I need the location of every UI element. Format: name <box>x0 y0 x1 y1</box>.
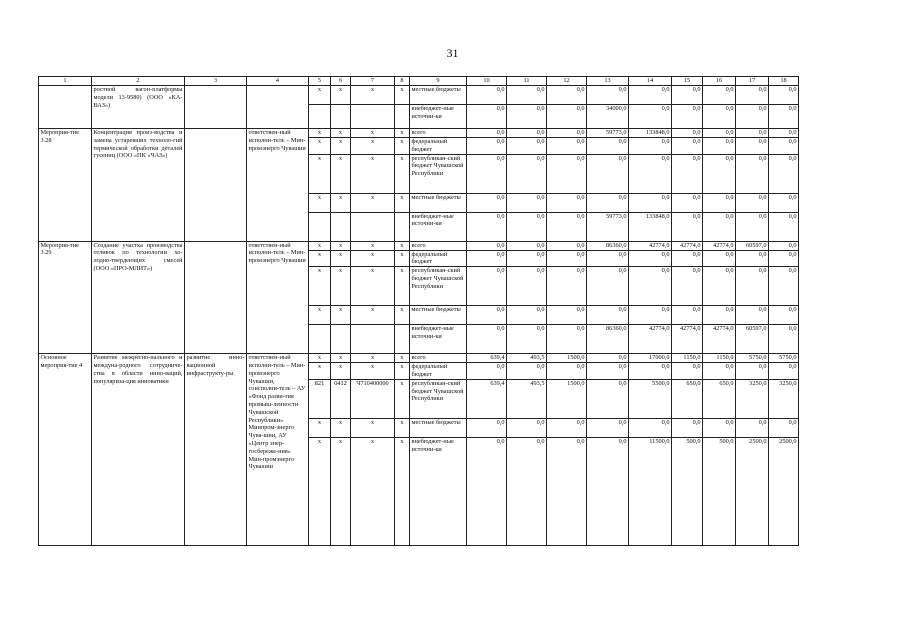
amount-cell: 0,0 <box>736 154 769 193</box>
header-cell: 15 <box>672 77 703 86</box>
amount-cell: 0,0 <box>736 363 769 380</box>
amount-cell: 0,0 <box>507 437 547 545</box>
amount-cell: 3250,0 <box>736 379 769 418</box>
amount-cell: 5500,0 <box>629 379 672 418</box>
executor-cell: ответствен-ный исполни-тель – Мин-промэнерго Чувашии <box>247 241 309 354</box>
amount-cell: 0,0 <box>672 418 703 437</box>
amount-cell: 0,0 <box>467 129 507 138</box>
amount-cell: 0,0 <box>507 363 547 380</box>
funding-source: внебюджет-ные источни-ки <box>410 105 467 129</box>
amount-cell: 59773,0 <box>587 212 629 241</box>
amount-cell: 0,0 <box>769 418 799 437</box>
amount-cell: 0,0 <box>703 154 736 193</box>
table-row <box>39 86 799 105</box>
amount-cell: 0,0 <box>629 363 672 380</box>
amount-cell: 0,0 <box>467 154 507 193</box>
grbs-code: x <box>309 354 331 363</box>
amount-cell: 133848,0 <box>629 212 672 241</box>
header-cell: 8 <box>395 77 410 86</box>
funding-source: местные бюджеты <box>410 418 467 437</box>
amount-cell: 0,0 <box>736 138 769 155</box>
amount-cell: 0,0 <box>736 267 769 306</box>
amount-cell: 0,0 <box>736 306 769 325</box>
amount-cell: 42774,0 <box>703 241 736 250</box>
funding-source: местные бюджеты <box>410 193 467 212</box>
amount-cell: 0,0 <box>467 193 507 212</box>
section-code: x <box>331 306 351 325</box>
grbs-code: x <box>309 250 331 267</box>
amount-cell: 0,0 <box>467 105 507 129</box>
amount-cell: 0,0 <box>769 306 799 325</box>
amount-cell: 0,0 <box>587 138 629 155</box>
amount-cell: 0,0 <box>547 250 587 267</box>
amount-cell: 0,0 <box>672 250 703 267</box>
amount-cell: 0,0 <box>507 138 547 155</box>
amount-cell: 0,0 <box>587 193 629 212</box>
header-cell: 17 <box>736 77 769 86</box>
expense-type-code <box>395 325 410 354</box>
amount-cell: 0,0 <box>736 193 769 212</box>
amount-cell: 493,5 <box>507 379 547 418</box>
funding-source: внебюджет-ные источни-ки <box>410 437 467 545</box>
target-article-code: x <box>351 418 395 437</box>
amount-cell: 0,0 <box>467 363 507 380</box>
header-cell: 14 <box>629 77 672 86</box>
amount-cell: 0,0 <box>507 267 547 306</box>
expense-type-code: x <box>395 306 410 325</box>
grbs-code: x <box>309 267 331 306</box>
amount-cell: 1150,0 <box>703 354 736 363</box>
amount-cell: 60597,0 <box>736 325 769 354</box>
amount-cell: 0,0 <box>547 154 587 193</box>
header-cell: 5 <box>309 77 331 86</box>
amount-cell: 0,0 <box>507 212 547 241</box>
section-code: x <box>331 250 351 267</box>
amount-cell: 0,0 <box>703 86 736 105</box>
target-article-code: x <box>351 306 395 325</box>
amount-cell: 0,0 <box>507 325 547 354</box>
target-article-code: Ч710400000 <box>351 379 395 418</box>
amount-cell: 493,5 <box>507 354 547 363</box>
amount-cell: 0,0 <box>507 418 547 437</box>
amount-cell: 0,0 <box>547 306 587 325</box>
expense-type-code <box>395 212 410 241</box>
amount-cell: 0,0 <box>672 306 703 325</box>
amount-cell: 2500,0 <box>736 437 769 545</box>
grbs-code: x <box>309 418 331 437</box>
target-article-code: x <box>351 354 395 363</box>
amount-cell: 0,0 <box>629 306 672 325</box>
section-code: x <box>331 138 351 155</box>
amount-cell: 0,0 <box>507 250 547 267</box>
expense-type-code: x <box>395 86 410 105</box>
amount-cell: 60597,0 <box>736 241 769 250</box>
target-article-code: x <box>351 138 395 155</box>
amount-cell: 0,0 <box>629 105 672 129</box>
amount-cell: 0,0 <box>769 86 799 105</box>
amount-cell: 5750,0 <box>736 354 769 363</box>
amount-cell: 0,0 <box>703 212 736 241</box>
target-cell: развитие инно-вационной инфраструкту-ры <box>185 354 247 546</box>
grbs-code: x <box>309 138 331 155</box>
amount-cell: 0,0 <box>629 138 672 155</box>
amount-cell: 0,0 <box>587 354 629 363</box>
amount-cell: 0,0 <box>769 250 799 267</box>
amount-cell: 0,0 <box>587 437 629 545</box>
amount-cell: 0,0 <box>672 105 703 129</box>
amount-cell: 0,0 <box>587 250 629 267</box>
amount-cell: 11500,0 <box>629 437 672 545</box>
measure-title: ростной вагон-платформы модели 13-9580) (ООО «КА-ВАЗ») <box>92 86 185 129</box>
table-row <box>39 129 799 138</box>
amount-cell: 0,0 <box>467 267 507 306</box>
amount-cell: 0,0 <box>736 86 769 105</box>
header-cell: 11 <box>507 77 547 86</box>
target-article-code: x <box>351 250 395 267</box>
target-cell <box>185 86 247 129</box>
amount-cell: 0,0 <box>547 363 587 380</box>
amount-cell: 0,0 <box>547 437 587 545</box>
target-article-code: x <box>351 363 395 380</box>
measure-title: Концентрация произ-водства и замена устаревших техноло-гий термической обработки деталей гусениц (ООО «ПК «ЧАЗ») <box>92 129 185 242</box>
expense-type-code: x <box>395 250 410 267</box>
funding-source: всего <box>410 129 467 138</box>
amount-cell: 0,0 <box>672 193 703 212</box>
amount-cell: 0,0 <box>672 138 703 155</box>
amount-cell: 0,0 <box>769 193 799 212</box>
amount-cell: 0,0 <box>703 193 736 212</box>
amount-cell: 0,0 <box>507 241 547 250</box>
section-code: x <box>331 154 351 193</box>
funding-source: всего <box>410 354 467 363</box>
header-cell: 1 <box>39 77 92 86</box>
section-code: x <box>331 354 351 363</box>
amount-cell: 0,0 <box>703 138 736 155</box>
amount-cell: 42774,0 <box>629 241 672 250</box>
amount-cell: 0,0 <box>703 306 736 325</box>
header-cell: 9 <box>410 77 467 86</box>
target-article-code: x <box>351 154 395 193</box>
target-article-code: x <box>351 267 395 306</box>
amount-cell: 1500,0 <box>547 379 587 418</box>
amount-cell: 0,0 <box>736 418 769 437</box>
funding-source: внебюджет-ные источни-ки <box>410 212 467 241</box>
executor-cell: ответствен-ный исполни-тель – Мин-промэнерго Чувашии <box>247 129 309 242</box>
amount-cell: 59773,0 <box>587 129 629 138</box>
amount-cell: 0,0 <box>703 250 736 267</box>
funding-source: внебюджет-ные источни-ки <box>410 325 467 354</box>
amount-cell: 0,0 <box>507 129 547 138</box>
amount-cell: 0,0 <box>507 193 547 212</box>
amount-cell: 0,0 <box>703 105 736 129</box>
grbs-code: x <box>309 306 331 325</box>
section-code: x <box>331 193 351 212</box>
target-article-code <box>351 212 395 241</box>
amount-cell: 0,0 <box>672 267 703 306</box>
header-cell: 2 <box>92 77 185 86</box>
amount-cell: 0,0 <box>769 138 799 155</box>
amount-cell: 0,0 <box>547 86 587 105</box>
amount-cell: 0,0 <box>672 363 703 380</box>
amount-cell: 0,0 <box>629 250 672 267</box>
amount-cell: 0,0 <box>672 129 703 138</box>
expense-type-code: x <box>395 354 410 363</box>
funding-source: всего <box>410 241 467 250</box>
header-cell: 4 <box>247 77 309 86</box>
target-article-code <box>351 325 395 354</box>
amount-cell: 42774,0 <box>703 325 736 354</box>
amount-cell: 0,0 <box>547 105 587 129</box>
target-article-code: x <box>351 193 395 212</box>
header-cell: 16 <box>703 77 736 86</box>
amount-cell: 639,4 <box>467 379 507 418</box>
amount-cell: 0,0 <box>467 306 507 325</box>
amount-cell: 0,0 <box>769 363 799 380</box>
amount-cell: 500,0 <box>672 437 703 545</box>
funding-source: республикан-ский бюджет Чувашской Республики <box>410 154 467 193</box>
amount-cell: 0,0 <box>547 212 587 241</box>
amount-cell: 0,0 <box>703 418 736 437</box>
amount-cell: 0,0 <box>467 250 507 267</box>
amount-cell: 0,0 <box>547 267 587 306</box>
amount-cell: 5750,0 <box>769 354 799 363</box>
section-code <box>331 212 351 241</box>
amount-cell: 1500,0 <box>547 354 587 363</box>
amount-cell: 0,0 <box>587 154 629 193</box>
amount-cell: 1150,0 <box>672 354 703 363</box>
section-code: x <box>331 241 351 250</box>
measure-name <box>39 86 92 129</box>
amount-cell: 0,0 <box>629 193 672 212</box>
budget-table <box>38 76 799 546</box>
grbs-code: x <box>309 363 331 380</box>
amount-cell: 2500,0 <box>769 437 799 545</box>
amount-cell: 650,0 <box>672 379 703 418</box>
expense-type-code: x <box>395 379 410 418</box>
target-article-code: x <box>351 437 395 545</box>
expense-type-code: x <box>395 193 410 212</box>
amount-cell: 0,0 <box>769 241 799 250</box>
amount-cell: 0,0 <box>703 267 736 306</box>
amount-cell: 0,0 <box>703 129 736 138</box>
amount-cell: 0,0 <box>547 193 587 212</box>
funding-source: федеральный бюджет <box>410 250 467 267</box>
section-code: x <box>331 86 351 105</box>
amount-cell: 42774,0 <box>672 325 703 354</box>
section-code: x <box>331 267 351 306</box>
expense-type-code: x <box>395 138 410 155</box>
amount-cell: 0,0 <box>467 138 507 155</box>
amount-cell: 0,0 <box>547 129 587 138</box>
amount-cell: 0,0 <box>672 212 703 241</box>
amount-cell: 0,0 <box>769 212 799 241</box>
amount-cell: 0,0 <box>467 418 507 437</box>
target-cell <box>185 129 247 242</box>
amount-cell: 0,0 <box>736 212 769 241</box>
section-code <box>331 325 351 354</box>
amount-cell: 0,0 <box>629 86 672 105</box>
expense-type-code: x <box>395 267 410 306</box>
target-article-code: x <box>351 129 395 138</box>
amount-cell: 0,0 <box>467 325 507 354</box>
header-cell: 10 <box>467 77 507 86</box>
grbs-code: x <box>309 154 331 193</box>
amount-cell: 0,0 <box>507 154 547 193</box>
funding-source: федеральный бюджет <box>410 138 467 155</box>
grbs-code: x <box>309 86 331 105</box>
amount-cell: 42774,0 <box>629 325 672 354</box>
expense-type-code: x <box>395 241 410 250</box>
amount-cell: 500,0 <box>703 437 736 545</box>
amount-cell: 639,4 <box>467 354 507 363</box>
header-row <box>39 77 799 86</box>
grbs-code <box>309 212 331 241</box>
amount-cell: 0,0 <box>467 212 507 241</box>
amount-cell: 17000,0 <box>629 354 672 363</box>
amount-cell: 0,0 <box>587 267 629 306</box>
amount-cell: 0,0 <box>629 267 672 306</box>
amount-cell: 0,0 <box>467 86 507 105</box>
amount-cell: 42774,0 <box>672 241 703 250</box>
measure-title: Развитие межрегио-нального и междуна-родного сотрудниче-ства в области инно-ваций, популяриза-ция инноватики <box>92 354 185 546</box>
expense-type-code: x <box>395 437 410 545</box>
amount-cell: 86360,0 <box>587 241 629 250</box>
amount-cell: 0,0 <box>629 418 672 437</box>
target-article-code <box>351 105 395 129</box>
section-code: x <box>331 437 351 545</box>
amount-cell: 3250,0 <box>769 379 799 418</box>
header-cell: 7 <box>351 77 395 86</box>
executor-cell: ответствен-ный исполни-тель – Мин-промэнерго Чувашии, соисполни-тель – АУ «Фонд разви-тия промыш-ленности Чувашской Республики» Минпром-энерго Чува-шии, АУ «Центр энер-госбереже-ния» Мин-промэнерго Чувашии <box>247 354 309 546</box>
grbs-code: 821 <box>309 379 331 418</box>
amount-cell: 650,0 <box>703 379 736 418</box>
amount-cell: 0,0 <box>769 129 799 138</box>
measure-name: Основное мероприя-тие 4 <box>39 354 92 546</box>
table-row <box>39 354 799 363</box>
amount-cell: 0,0 <box>507 306 547 325</box>
table-row <box>39 241 799 250</box>
header-cell: 18 <box>769 77 799 86</box>
section-code: 0412 <box>331 379 351 418</box>
target-article-code: x <box>351 86 395 105</box>
grbs-code: x <box>309 241 331 250</box>
amount-cell: 0,0 <box>769 154 799 193</box>
expense-type-code: x <box>395 418 410 437</box>
grbs-code: x <box>309 129 331 138</box>
measure-title: Создание участка производства отливок по технологии хо-лодно-твердеющих смесей (ООО «ПРО-МЛИТ») <box>92 241 185 354</box>
amount-cell: 0,0 <box>703 363 736 380</box>
amount-cell: 0,0 <box>629 154 672 193</box>
section-code: x <box>331 129 351 138</box>
funding-source: местные бюджеты <box>410 86 467 105</box>
amount-cell: 34000,0 <box>587 105 629 129</box>
amount-cell: 0,0 <box>507 105 547 129</box>
target-cell <box>185 241 247 354</box>
amount-cell: 0,0 <box>769 267 799 306</box>
funding-source: республикан-ский бюджет Чувашской Республики <box>410 379 467 418</box>
header-cell: 3 <box>185 77 247 86</box>
amount-cell: 0,0 <box>547 138 587 155</box>
section-code: x <box>331 418 351 437</box>
amount-cell: 0,0 <box>467 241 507 250</box>
funding-source: республикан-ский бюджет Чувашской Республики <box>410 267 467 306</box>
target-article-code: x <box>351 241 395 250</box>
amount-cell: 0,0 <box>547 325 587 354</box>
grbs-code: x <box>309 437 331 545</box>
amount-cell: 133848,0 <box>629 129 672 138</box>
grbs-code: x <box>309 193 331 212</box>
amount-cell: 0,0 <box>587 306 629 325</box>
grbs-code <box>309 105 331 129</box>
measure-name: Мероприя-тие 3.29 <box>39 241 92 354</box>
amount-cell: 0,0 <box>672 154 703 193</box>
amount-cell: 0,0 <box>587 363 629 380</box>
amount-cell: 0,0 <box>547 418 587 437</box>
amount-cell: 0,0 <box>736 250 769 267</box>
expense-type-code <box>395 105 410 129</box>
amount-cell: 0,0 <box>736 105 769 129</box>
header-cell: 6 <box>331 77 351 86</box>
amount-cell: 0,0 <box>467 437 507 545</box>
expense-type-code: x <box>395 363 410 380</box>
header-cell: 13 <box>587 77 629 86</box>
funding-source: местные бюджеты <box>410 306 467 325</box>
amount-cell: 0,0 <box>507 86 547 105</box>
expense-type-code: x <box>395 129 410 138</box>
amount-cell: 0,0 <box>769 105 799 129</box>
amount-cell: 0,0 <box>587 418 629 437</box>
section-code: x <box>331 363 351 380</box>
amount-cell: 0,0 <box>587 379 629 418</box>
executor-cell <box>247 86 309 129</box>
amount-cell: 86360,0 <box>587 325 629 354</box>
grbs-code <box>309 325 331 354</box>
amount-cell: 0,0 <box>769 325 799 354</box>
expense-type-code: x <box>395 154 410 193</box>
header-cell: 12 <box>547 77 587 86</box>
amount-cell: 0,0 <box>672 86 703 105</box>
amount-cell: 0,0 <box>547 241 587 250</box>
section-code <box>331 105 351 129</box>
amount-cell: 0,0 <box>587 86 629 105</box>
measure-name: Мероприя-тие 3.28 <box>39 129 92 242</box>
page-number: 31 <box>446 46 459 60</box>
amount-cell: 0,0 <box>736 129 769 138</box>
funding-source: федеральный бюджет <box>410 363 467 380</box>
